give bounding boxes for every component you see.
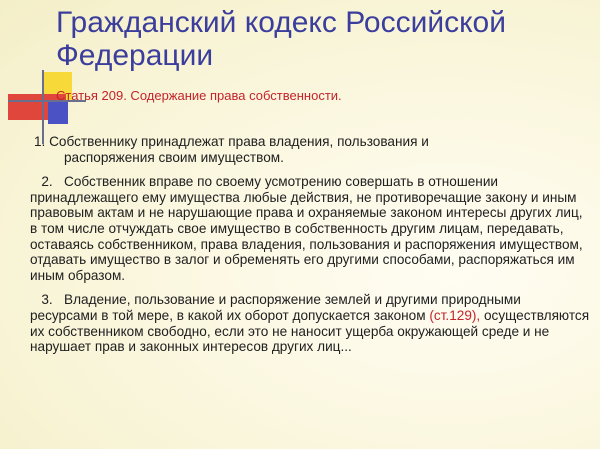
paragraph-3-text-after: осуществляются их собственником свободно, если это не наносит ущерба окружающей среде и не нарушает прав и законных интересов других лиц... bbox=[30, 307, 593, 355]
article-body bbox=[30, 134, 593, 364]
paragraph-3-text-before: 3. Владение, пользование и распоряжение землей и другими природными ресурсами в той мере, в какой их оборот допускается законом bbox=[30, 292, 525, 323]
article-subtitle-dot: . bbox=[338, 88, 342, 103]
paragraph-2 bbox=[30, 174, 590, 283]
paragraph-1-line-1: 1. Собственнику принадлежат права владения, пользования и bbox=[34, 134, 429, 149]
article-reference-link: (ст.129), bbox=[429, 307, 481, 323]
slide-title: Гражданский кодекс Российской Федерации bbox=[56, 6, 506, 72]
paragraph-3 bbox=[30, 292, 593, 355]
paragraph-2-text: 2. Собственник вправе по своему усмотрению совершать в отношении принадлежащего ему имущества любые действия, не противоречащие закону и иным правовым актам и не нарушающие права и охраняемые законом интересы других лиц, в том числе отчуждать свое имущество в собственность другим лицам, передавать, оставаясь собственником, права владения, пользования и распоряжения имуществом, отдавать имущество в залог и обременять его другими способами, распоряжаться им иным образом. bbox=[30, 174, 587, 283]
paragraph-1 bbox=[30, 134, 590, 165]
article-subtitle-text: Статья 209. Содержание права собственности bbox=[56, 88, 339, 103]
article-subtitle bbox=[56, 88, 342, 104]
paragraph-1-line-2: распоряжения своим имуществом. bbox=[64, 149, 284, 165]
decorative-vertical-line bbox=[42, 70, 44, 144]
